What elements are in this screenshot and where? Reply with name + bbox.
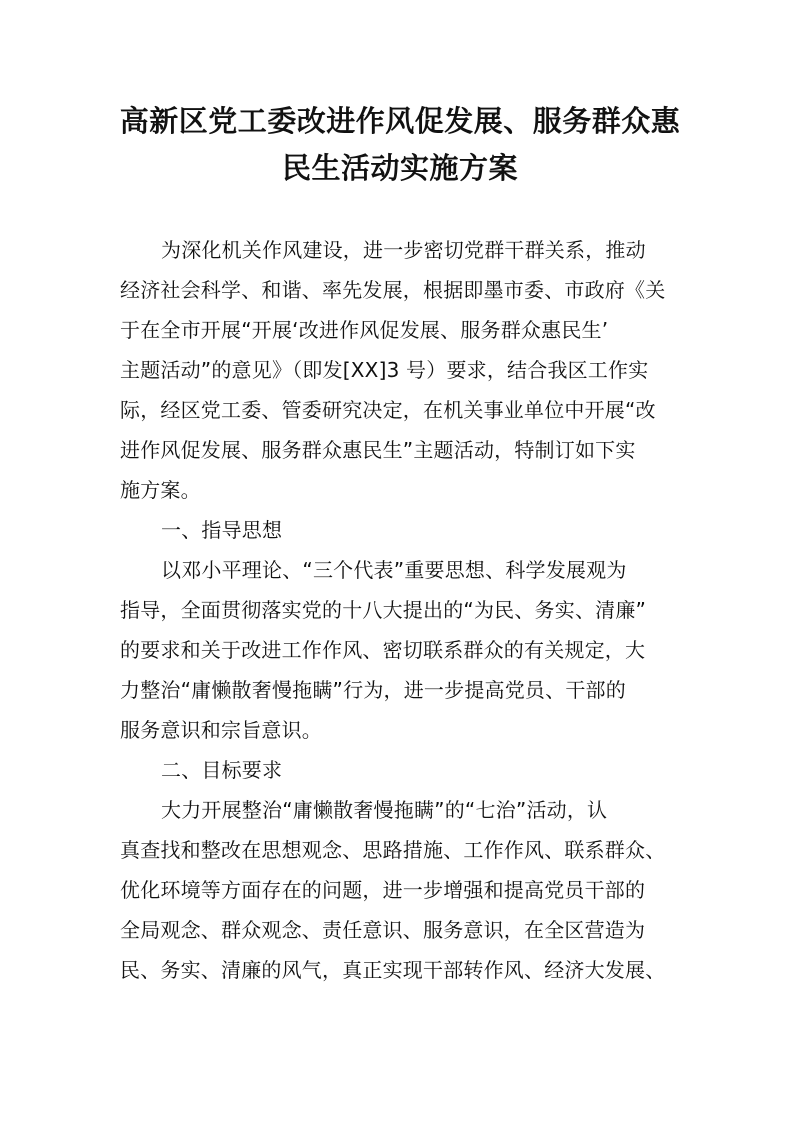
paragraph-2-line-1: 以邓小平理论、“三个代表”重要思想、科学发展观为 — [161, 558, 627, 582]
document-title-line-1: 高新区党工委改进作风促发展、服务群众惠 — [119, 104, 681, 138]
paragraph-1-line-7: 施方案。 — [120, 478, 201, 502]
paragraph-1-line-3: 于在全市开展“开展‘改进作风促发展、服务群众惠民生’ — [120, 318, 609, 342]
paragraph-2-line-5: 服务意识和宗旨意识。 — [120, 718, 322, 742]
paragraph-3-line-5: 民、务实、清廉的风气，真正实现干部转作风、经济大发展、 — [120, 958, 666, 982]
document-body — [120, 230, 692, 990]
paragraph-1-line-1: 为深化机关作风建设，进一步密切党群干群关系，推动 — [161, 238, 646, 262]
paragraph-3-line-1: 大力开展整治“庸懒散奢慢拖瞒”的“七治”活动，认 — [161, 798, 608, 822]
paragraph-3-line-3: 优化环境等方面存在的问题，进一步增强和提高党员干部的 — [120, 878, 646, 902]
paragraph-2-line-2: 指导，全面贯彻落实党的十八大提出的“为民、务实、清廉” — [120, 598, 647, 622]
paragraph-2-line-3: 的要求和关于改进工作作风、密切联系群众的有关规定，大 — [120, 638, 646, 662]
paragraph-1-line-4: 主题活动”的意见》（即发[XX]3 号）要求，结合我区工作实 — [120, 358, 649, 382]
paragraph-2-line-4: 力整治“庸懒散奢慢拖瞒”行为，进一步提高党员、干部的 — [120, 678, 626, 702]
section-heading-goals: 二、目标要求 — [161, 758, 283, 782]
document-title-line-2: 民生活动实施方案 — [281, 151, 518, 185]
paragraph-3-line-2: 真查找和整改在思想观念、思路措施、工作作风、联系群众、 — [120, 838, 666, 862]
section-heading-guiding-thought: 一、指导思想 — [161, 518, 283, 542]
paragraph-3-line-4: 全局观念、群众观念、责任意识、服务意识，在全区营造为 — [120, 918, 646, 942]
paragraph-1-line-6: 进作风促发展、服务群众惠民生”主题活动，特制订如下实 — [120, 438, 636, 462]
paragraph-1-line-2: 经济社会科学、和谐、率先发展，根据即墨市委、市政府《关 — [120, 278, 666, 302]
paragraph-1-line-5: 际，经区党工委、管委研究决定，在机关事业单位中开展“改 — [120, 398, 656, 422]
